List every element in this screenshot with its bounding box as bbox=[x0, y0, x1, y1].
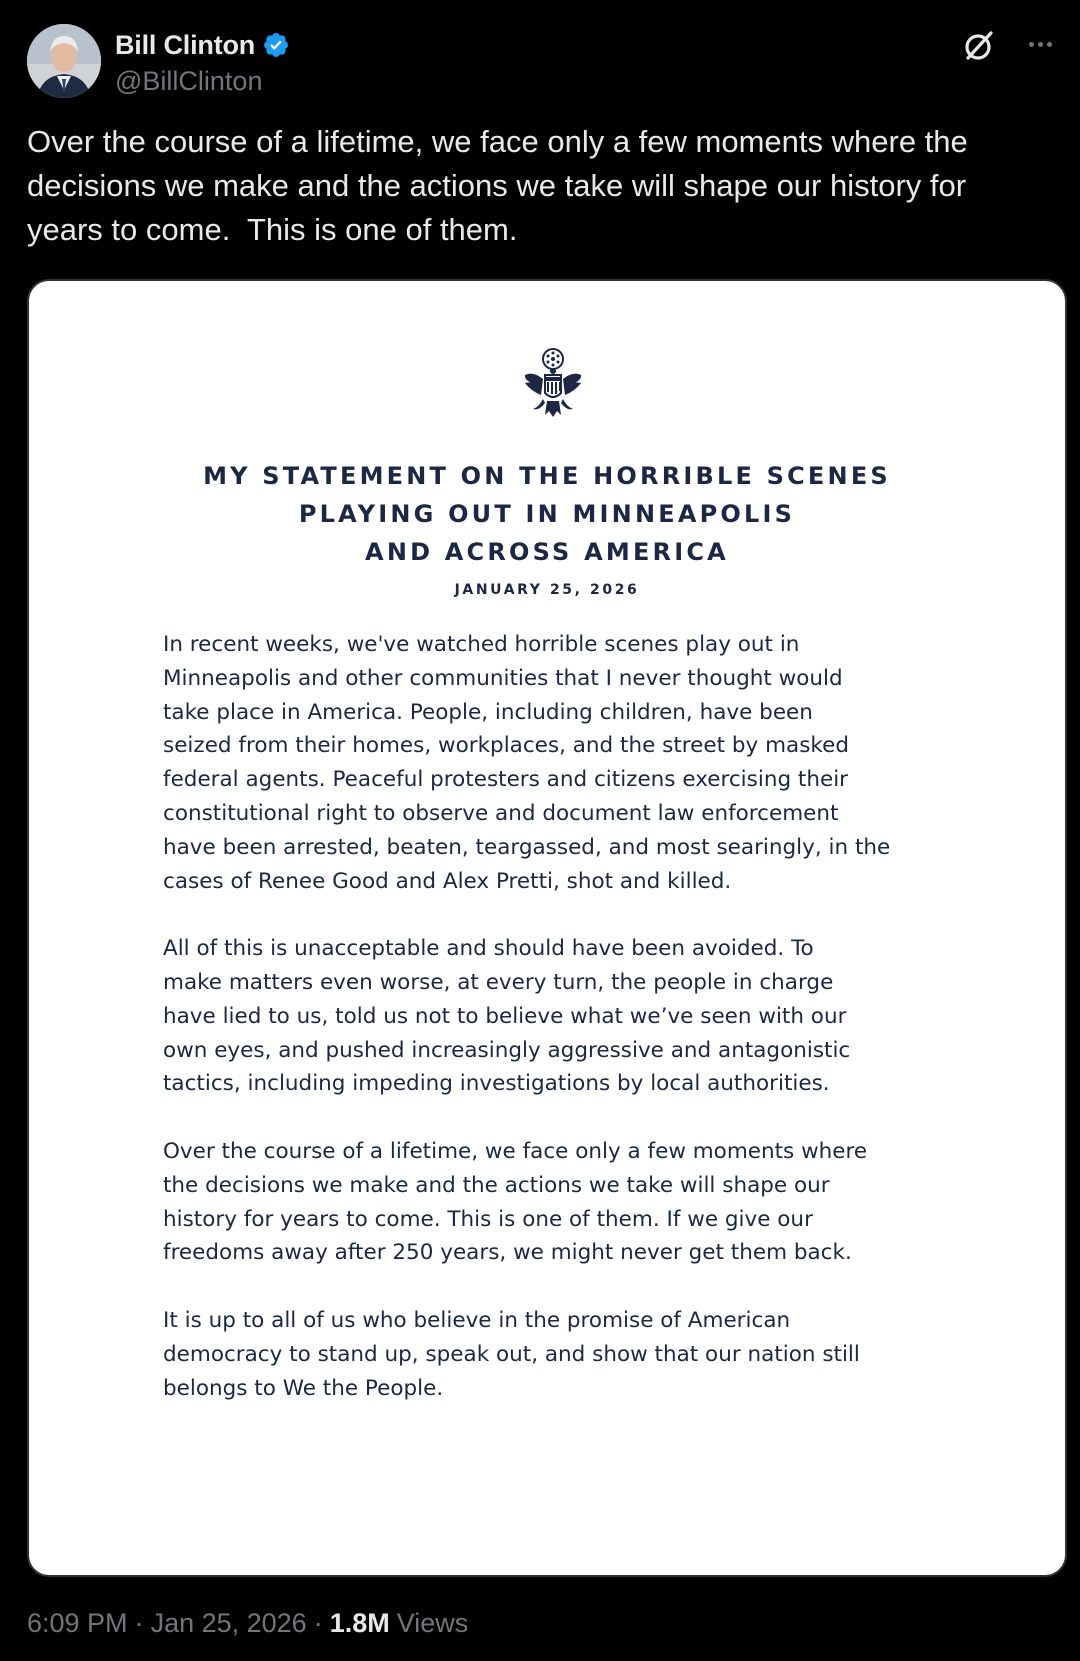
more-icon[interactable] bbox=[1020, 26, 1060, 62]
statement-line: Minneapolis and other communities that I never thought would bbox=[163, 665, 843, 691]
great-seal-icon bbox=[519, 345, 587, 421]
grok-icon[interactable] bbox=[960, 28, 996, 64]
statement-line: have been arrested, beaten, teargassed, and most searingly, in the bbox=[163, 834, 891, 860]
meta-separator: · bbox=[313, 1608, 323, 1638]
views-label[interactable]: Views bbox=[396, 1608, 469, 1638]
statement-line: cases of Renee Good and Alex Pretti, shot and killed. bbox=[163, 868, 732, 894]
statement-title-line: AND ACROSS AMERICA bbox=[365, 538, 729, 566]
statement-line: federal agents. Peaceful protesters and citizens exercising their bbox=[163, 767, 849, 793]
statement-line: It is up to all of us who believe in the promise of American bbox=[163, 1307, 791, 1333]
tweet-text: Over the course of a lifetime, we face only a few moments where the decisions we make and the actions we take will shape our history for years to come. This is one of them. bbox=[27, 124, 968, 247]
statement-line: Over the course of a lifetime, we face only a few moments where bbox=[163, 1138, 868, 1164]
statement-line: All of this is unacceptable and should have been avoided. To bbox=[163, 936, 814, 962]
avatar[interactable] bbox=[27, 24, 101, 98]
statement-title-line: PLAYING OUT IN MINNEAPOLIS bbox=[298, 500, 796, 528]
statement-paragraph bbox=[163, 1135, 963, 1270]
statement-line: constitutional right to observe and document law enforcement bbox=[163, 800, 839, 826]
statement-line: freedoms away after 250 years, we might never get them back. bbox=[163, 1240, 852, 1266]
tweet-date[interactable]: Jan 25, 2026 bbox=[150, 1608, 307, 1638]
statement-line: the decisions we make and the actions we take will shape our bbox=[163, 1172, 830, 1198]
statement-line: have lied to us, told us not to believe what we’ve seen with our bbox=[163, 1003, 847, 1029]
statement-line: history for years to come. This is one of them. If we give our bbox=[163, 1206, 813, 1232]
statement-image-card[interactable] bbox=[27, 279, 1067, 1577]
avatar-portrait bbox=[27, 24, 101, 98]
display-name[interactable]: Bill Clinton bbox=[115, 29, 256, 60]
statement-line: make matters even worse, at every turn, the people in charge bbox=[163, 969, 834, 995]
statement-line: belongs to We the People. bbox=[163, 1375, 444, 1401]
statement-body bbox=[163, 628, 963, 1439]
statement-line: tactics, including impeding investigations by local authorities. bbox=[163, 1071, 830, 1097]
author-handle[interactable]: @BillClinton bbox=[115, 66, 263, 96]
statement-line: take place in America. People, including children, have been bbox=[163, 699, 813, 725]
statement-line: In recent weeks, we've watched horrible scenes play out in bbox=[163, 632, 800, 657]
statement-paragraph bbox=[163, 932, 963, 1101]
statement-date: JANUARY 25, 2026 bbox=[454, 582, 640, 598]
tweet-time[interactable]: 6:09 PM bbox=[27, 1608, 128, 1638]
meta-separator: · bbox=[134, 1608, 144, 1638]
tweet-header bbox=[27, 24, 1060, 100]
statement-paragraph bbox=[163, 1304, 963, 1405]
statement-paragraph bbox=[163, 628, 963, 898]
statement-title-line: MY STATEMENT ON THE HORRIBLE SCENES bbox=[203, 462, 891, 490]
statement-line: seized from their homes, workplaces, and the street by masked bbox=[163, 733, 849, 759]
views-count[interactable]: 1.8M bbox=[329, 1608, 390, 1638]
statement-title bbox=[29, 457, 1065, 571]
statement-line: democracy to stand up, speak out, and show that our nation still bbox=[163, 1341, 860, 1367]
tweet-meta bbox=[27, 1608, 468, 1639]
verified-badge-icon[interactable] bbox=[262, 31, 290, 59]
statement-line: own eyes, and pushed increasingly aggressive and antagonistic bbox=[163, 1037, 851, 1063]
